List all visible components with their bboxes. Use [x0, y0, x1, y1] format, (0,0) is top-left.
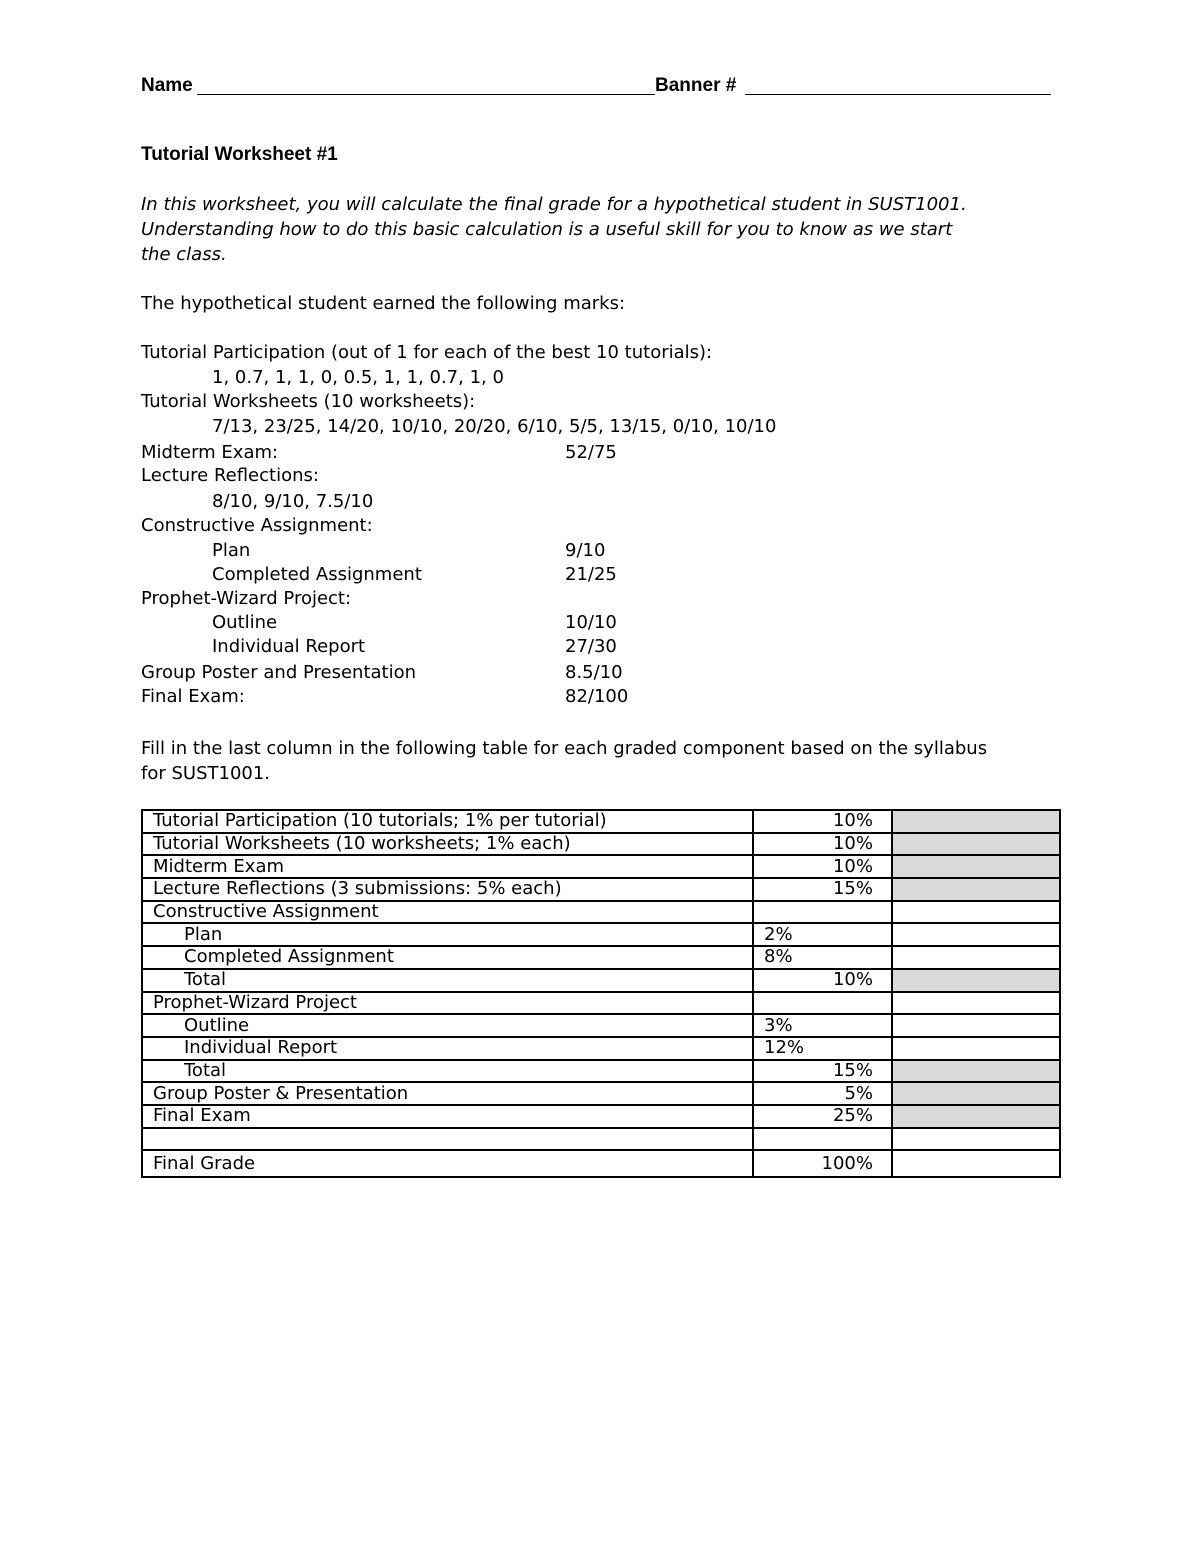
grade-cell[interactable]: [892, 969, 1060, 992]
component-label: Plan: [142, 923, 753, 946]
grade-cell[interactable]: [892, 1014, 1060, 1037]
component-label: Group Poster & Presentation: [142, 1082, 753, 1105]
midterm-label: Midterm Exam:: [141, 442, 279, 463]
tutorial-worksheets-label: Tutorial Worksheets (10 worksheets):: [141, 391, 476, 412]
component-label: Final Grade: [142, 1150, 753, 1177]
table-row: [142, 833, 1060, 856]
component-weight: 15%: [753, 1060, 892, 1083]
component-label: Tutorial Worksheets (10 worksheets; 1% each): [142, 833, 753, 856]
component-weight: 3%: [753, 1014, 892, 1037]
grade-cell[interactable]: [892, 1082, 1060, 1105]
component-weight: 10%: [753, 855, 892, 878]
grade-cell[interactable]: [892, 1037, 1060, 1060]
grade-cell[interactable]: [892, 878, 1060, 901]
group-label: Group Poster and Presentation: [141, 662, 417, 683]
component-label: [142, 1128, 753, 1151]
component-label: Total: [142, 969, 753, 992]
grade-cell[interactable]: [892, 923, 1060, 946]
midterm-value: 52/75: [565, 442, 617, 463]
name-label: Name: [141, 75, 193, 96]
grade-cell[interactable]: [892, 855, 1060, 878]
component-weight: 10%: [753, 833, 892, 856]
component-weight: 10%: [753, 810, 892, 833]
component-label: Outline: [142, 1014, 753, 1037]
table-row: [142, 992, 1060, 1015]
group-value: 8.5/10: [565, 662, 623, 683]
prophet-label: Prophet-Wizard Project:: [141, 588, 352, 609]
final-value: 82/100: [565, 686, 629, 707]
table-row: [142, 1150, 1060, 1177]
component-weight: 2%: [753, 923, 892, 946]
component-label: Individual Report: [142, 1037, 753, 1060]
name-field[interactable]: [197, 94, 655, 95]
table-row: [142, 901, 1060, 924]
grade-cell[interactable]: [892, 1060, 1060, 1083]
page-title: Tutorial Worksheet #1: [141, 144, 338, 165]
grade-cell[interactable]: [892, 946, 1060, 969]
grade-cell[interactable]: [892, 901, 1060, 924]
tutorial-participation-label: Tutorial Participation (out of 1 for each of the best 10 tutorials):: [141, 342, 713, 363]
table-row: [142, 969, 1060, 992]
constructive-completed-label: Completed Assignment: [212, 564, 422, 585]
component-label: Final Exam: [142, 1105, 753, 1128]
grade-cell[interactable]: [892, 833, 1060, 856]
tutorial-worksheets-values: 7/13, 23/25, 14/20, 10/10, 20/20, 6/10, 5/5, 13/15, 0/10, 10/10: [212, 416, 777, 437]
component-weight: 5%: [753, 1082, 892, 1105]
banner-label: Banner #: [655, 75, 737, 96]
grade-cell[interactable]: [892, 1150, 1060, 1177]
table-row: [142, 1037, 1060, 1060]
grade-cell[interactable]: [892, 1105, 1060, 1128]
component-weight: [753, 901, 892, 924]
prophet-outline-value: 10/10: [565, 612, 617, 633]
component-label: Lecture Reflections (3 submissions: 5% each): [142, 878, 753, 901]
grade-cell[interactable]: [892, 810, 1060, 833]
component-weight: 8%: [753, 946, 892, 969]
final-label: Final Exam:: [141, 686, 245, 707]
intro-line-3: the class.: [141, 244, 227, 265]
lecture-values: 8/10, 9/10, 7.5/10: [212, 491, 374, 512]
component-label: Tutorial Participation (10 tutorials; 1% per tutorial): [142, 810, 753, 833]
grade-cell[interactable]: [892, 1128, 1060, 1151]
component-weight: [753, 992, 892, 1015]
grade-table: [141, 809, 1061, 1178]
component-label: Completed Assignment: [142, 946, 753, 969]
table-row: [142, 1128, 1060, 1151]
table-row: [142, 1060, 1060, 1083]
grade-cell[interactable]: [892, 992, 1060, 1015]
banner-field[interactable]: [745, 94, 1051, 95]
component-weight: 25%: [753, 1105, 892, 1128]
constructive-completed-value: 21/25: [565, 564, 617, 585]
component-weight: 10%: [753, 969, 892, 992]
instructions-line-2: for SUST1001.: [141, 763, 271, 784]
component-weight: 15%: [753, 878, 892, 901]
table-row: [142, 946, 1060, 969]
tutorial-participation-values: 1, 0.7, 1, 1, 0, 0.5, 1, 1, 0.7, 1, 0: [212, 367, 504, 388]
prophet-report-label: Individual Report: [212, 636, 366, 657]
component-label: Total: [142, 1060, 753, 1083]
marks-intro: The hypothetical student earned the following marks:: [141, 293, 626, 314]
lecture-label: Lecture Reflections:: [141, 465, 319, 486]
table-row: [142, 1105, 1060, 1128]
intro-line-1: In this worksheet, you will calculate the final grade for a hypothetical student in SUST1001.: [141, 194, 967, 215]
component-label: Midterm Exam: [142, 855, 753, 878]
component-weight: 12%: [753, 1037, 892, 1060]
constructive-plan-label: Plan: [212, 540, 251, 561]
component-label: Prophet-Wizard Project: [142, 992, 753, 1015]
table-row: [142, 1082, 1060, 1105]
table-row: [142, 810, 1060, 833]
component-weight: [753, 1128, 892, 1151]
table-row: [142, 855, 1060, 878]
intro-line-2: Understanding how to do this basic calculation is a useful skill for you to know as we start: [141, 219, 953, 240]
constructive-label: Constructive Assignment:: [141, 515, 373, 536]
table-row: [142, 923, 1060, 946]
instructions-line-1: Fill in the last column in the following table for each graded component based on the syllabus: [141, 738, 988, 759]
table-row: [142, 878, 1060, 901]
prophet-outline-label: Outline: [212, 612, 278, 633]
component-weight: 100%: [753, 1150, 892, 1177]
prophet-report-value: 27/30: [565, 636, 617, 657]
table-row: [142, 1014, 1060, 1037]
constructive-plan-value: 9/10: [565, 540, 606, 561]
component-label: Constructive Assignment: [142, 901, 753, 924]
